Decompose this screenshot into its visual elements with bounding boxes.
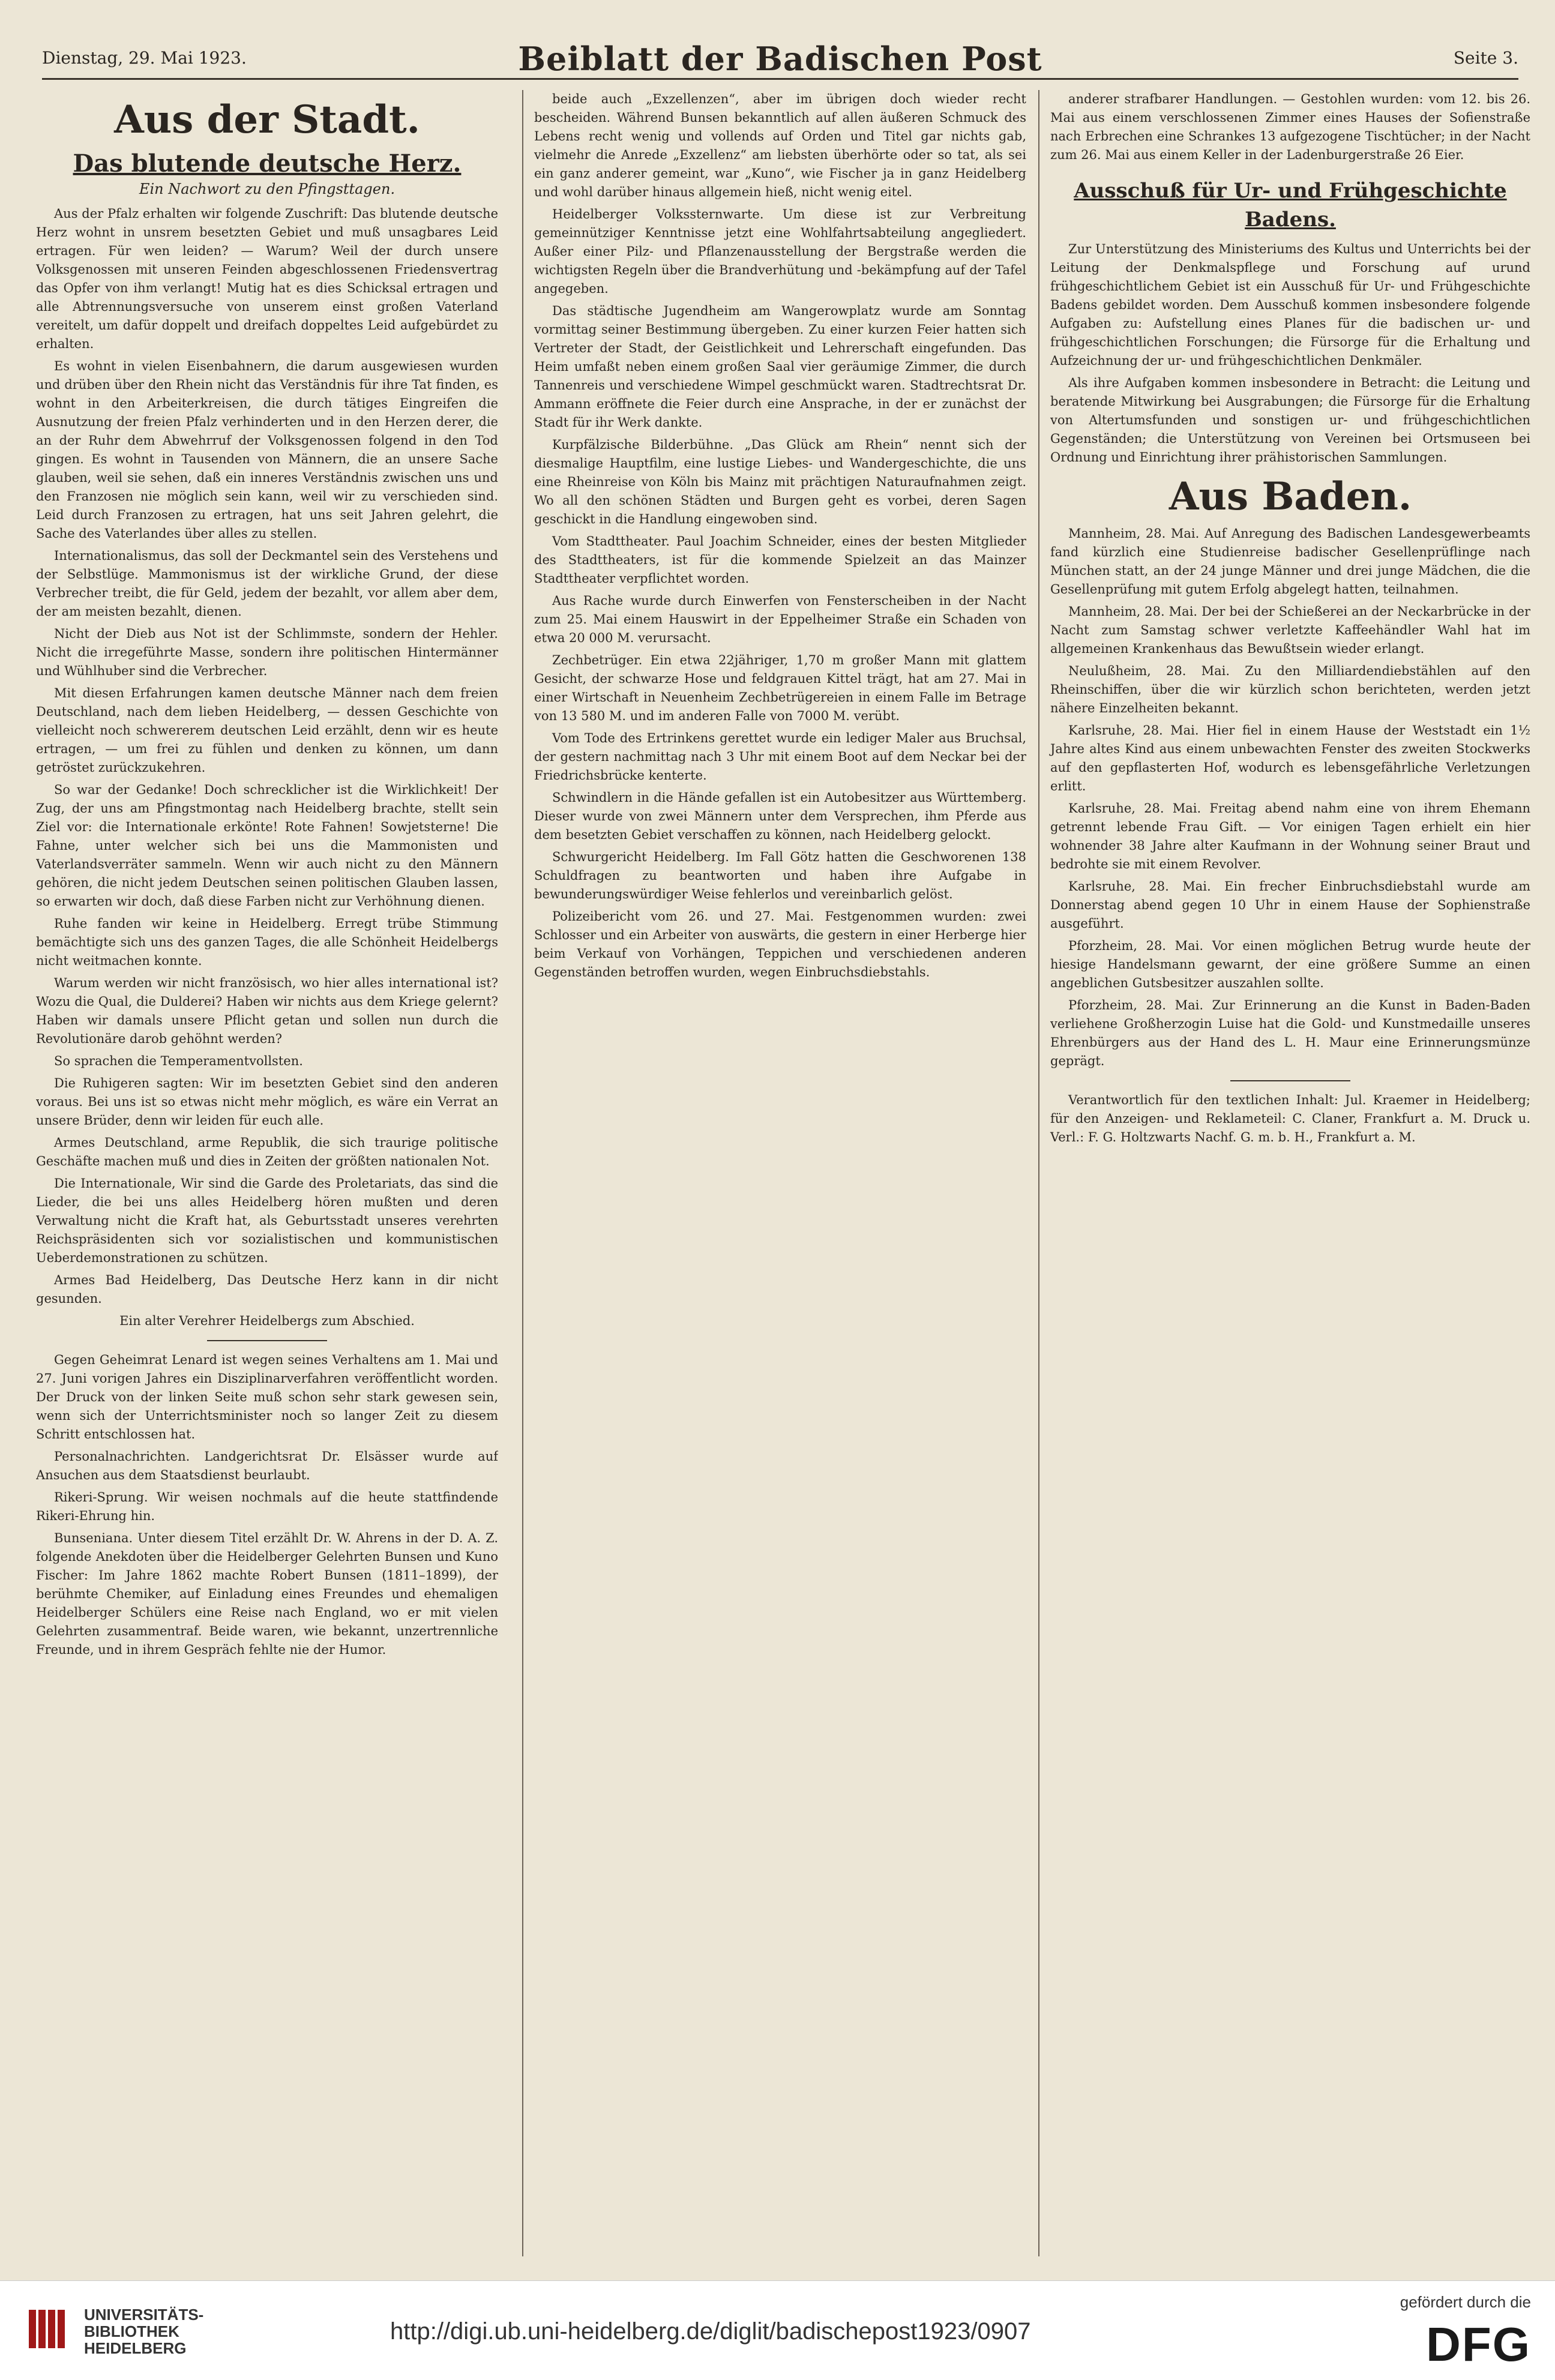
paragraph: Aus Rache wurde durch Einwerfen von Fensterscheiben in der Nacht zum 25. Mai einem Hauswirt in der Eppelheimer Straße ein Schaden von etwa 20 000 M. verursacht. (534, 593, 1026, 645)
paragraph: Als ihre Aufgaben kommen insbesondere in Betracht: die Leitung und beratende Mitwirkung bei Ausgrabungen; die Fürsorge für die Erhaltung von Altertumsfunden und sonstigen ur- und frühgeschichtlichen Gegenständen; die Unterstützung von Vereinen bei Ortsmuseen bei Ordnung und Einrichtung ihrer prähistorischen Sammlungen. (1050, 376, 1530, 464)
library-name (84, 2306, 203, 2357)
paragraph: Karlsruhe, 28. Mai. Ein frecher Einbruchsdiebstahl wurde am Donnerstag abend gegen 10 Uhr in einem Hause der Sophienstraße ausgeführt. (1050, 879, 1530, 931)
paragraph: So sprachen die Temperamentvollsten. (54, 1054, 303, 1068)
paragraph: Kurpfälzische Bilderbühne. „Das Glück am Rhein“ nennt sich der diesmalige Hauptfilm, eine lustige Liebes- und Wandergeschichte, die uns eine Rheinreise von Köln bis Mainz mit prächtigen Naturaufnahmen zeigt. Wo all den schönen Städten und Burgen geht es vorbei, deren Sagen geschickt in die Handlung eingewoben sind. (534, 437, 1026, 526)
funding-note: gefördert durch die (1400, 2293, 1531, 2311)
paragraph: Die Ruhigeren sagten: Wir im besetzten Gebiet sind den anderen voraus. Bei uns ist so etwas nicht mehr möglich, es wäre ein Verrat an unsere Brüder, denn wir leiden für euch alle. (36, 1076, 498, 1128)
article-tagline: Ein Nachwort zu den Pfingsttagen. (139, 181, 396, 197)
paragraph: Die Internationale, Wir sind die Garde des Proletariats, das sind die Lieder, die bei uns alles Heidelberg hören mußten und deren Verwaltung nicht die Kraft hat, als Geburtsstadt unseres verehrten Reichspräsidenten sich vor sozialistischen und kommunistischen Ueberdemonstrationen zu schützen. (36, 1176, 498, 1265)
paragraph: Karlsruhe, 28. Mai. Freitag abend nahm eine von ihrem Ehemann getrennt lebende Frau Gift. — Vor einigen Tagen erhielt ein hier wohnender 38 Jahre alter Kaufmann in der Wohnung seiner Braut und bedrohte sie mit einem Revolver. (1050, 801, 1530, 871)
paragraph: Schwindlern in die Hände gefallen ist ein Autobesitzer aus Württemberg. Dieser wurde von zwei Männern unter dem Versprechen, ihm Pferde aus dem besetzten Gebiet verschaffen zu können, nach Heidelberg gelockt. (534, 790, 1026, 842)
paragraph: Zechbetrüger. Ein etwa 22jähriger, 1,70 m großer Mann mit glattem Gesicht, der schwarze Hose und feldgrauen Kittel trägt, hat am 27. Mai in einer Wirtschaft in Neuenheim Zechbetrügereien in einem Falle im Betrage von 13 580 M. und im anderen Falle von 7000 M. verübt. (534, 653, 1026, 723)
paragraph: beide auch „Exzellenzen“, aber im übrigen doch wieder recht bescheiden. Während Bunsen bekanntlich auf allen äußeren Schmuck des Lebens recht wenig und vollends auf Orden und Titel gar nichts gab, vielmehr die Anrede „Exzellenz“ am liebsten überhörte oder so tat, als sei ein ganz anderer gemeint, war „Kuno“, wie Fischer ja in ganz Heidelberg und wohl darüber hinaus allgemein hieß, nicht wenig eitel. (534, 92, 1026, 199)
library-name-line: UNIVERSITÄTS- (84, 2306, 204, 2324)
column-3 (1038, 90, 1530, 2256)
column-1 (36, 90, 498, 2256)
paragraph: Rikeri-Sprung. Wir weisen nochmals auf die heute stattfindende Rikeri-Ehrung hin. (36, 1490, 498, 1523)
article-signature: Ein alter Verehrer Heidelbergs zum Abschied. (119, 1314, 415, 1328)
paragraph: Ruhe fanden wir keine in Heidelberg. Erregt trübe Stimmung bemächtigte sich uns des ganzen Tages, die alle Schönheit Heidelbergs nicht weitmachen konnte. (36, 916, 498, 968)
paragraph: Zur Unterstützung des Ministeriums des Kultus und Unterrichts bei der Leitung der Denkmalspflege und Forschung auf urund frühgeschichtlichem Gebiet ist ein Ausschuß für Ur- und Frühgeschichte Badens gebildet worden. Dem Ausschuß kommen insbesondere folgende Aufgaben zu: Aufstellung eines Planes für die badischen ur- und frühgeschichtlichen Forschungen; die Fürsorge für die Erhaltung und Aufzeichnung der ur- und frühgeschichtlichen Denkmäler. (1050, 242, 1530, 368)
paragraph: Warum werden wir nicht französisch, wo hier alles international ist? Wozu die Qual, die Dulderei? Haben wir nichts aus dem Kriege gelernt? Haben wir damals unsere Pflicht getan und sollen nun durch die Revolutionäre darob gehöhnt werden? (36, 976, 498, 1046)
divider (207, 1340, 327, 1341)
paragraph: Das städtische Jugendheim am Wangerowplatz wurde am Sonntag vormittag seiner Bestimmung übergeben. Zu einer kurzen Feier hatten sich Vertreter der Stadt, der Geistlichkeit und Lehrerschaft eingefunden. Das Heim umfaßt neben einem großen Saal vier geräumige Zimmer, die durch Tannenreis und verschiedene Wimpel geschmückt waren. Stadtrechtsrat Dr. Ammann eröffnete die Feier durch eine Ansprache, in der er zunächst der Stadt für ihr Werk dankte. (534, 304, 1026, 430)
page-header (42, 36, 1518, 80)
page-number: Seite 3. (1453, 48, 1518, 68)
paragraph: Internationalismus, das soll der Deckmantel sein des Verstehens und der Selbstlüge. Mammonismus ist der wirkliche Grund, der diese Verbrecher treibt, die für Geld, jedem der bezahlt, vor allem aber dem, der am meisten bezahlt, dienen. (36, 548, 498, 619)
permalink-url[interactable]: http://digi.ub.uni-heidelberg.de/diglit/badischepost1923/0907 (390, 2318, 1031, 2345)
paragraph: Es wohnt in vielen Eisenbahnern, die darum ausgewiesen wurden und drüben über den Rhein nicht das Verständnis für ihre Tat finden, es wohnt in den Arbeiterkreisen, die durch tätiges Eingreifen die Ausnutzung der freien Pfalz verhinderten und in den Herzen derer, die an der Ruhr dem Abwehrruf der Volksgenossen folgend in den Tod gingen. Es wohnt in Tausenden von Männern, die an unsere Sache glauben, weil sie sehen, daß ein inneres Verständnis zwischen uns und den Franzosen nie möglich sein kann, weil wir zu verschieden sind. Leid durch Franzosen zu ertragen, hat uns seit Jahren gelehrt, die Sache des Vaterlandes über alles zu stellen. (36, 359, 498, 541)
paragraph: Neulußheim, 28. Mai. Zu den Milliardendiebstählen auf den Rheinschiffen, über die wir kürzlich schon berichteten, werden jetzt nähere Einzelheiten bekannt. (1050, 664, 1530, 715)
paragraph: Mit diesen Erfahrungen kamen deutsche Männer nach dem freien Deutschland, nach dem lieben Heidelberg, — dessen Geschichte von vielleicht noch schwererem deutschen Leid erzählt, denn wir es heute ertragen, — um frei zu fühlen und denken zu können, um dann getröstet zurückzukehren. (36, 686, 498, 775)
section-heading-baden: Aus Baden. (1169, 474, 1412, 519)
divider (1230, 1080, 1350, 1081)
paragraph: Armes Deutschland, arme Republik, die sich traurige politische Geschäfte machen muß und dies in Zeiten der größten nationalen Not. (36, 1135, 498, 1168)
paragraph: Pforzheim, 28. Mai. Vor einen möglichen Betrug wurde heute der hiesige Handelsmann gewarnt, der eine größere Summe an einen angeblichen Gutsbesitzer auszahlen sollte. (1050, 939, 1530, 990)
university-library-logo-icon (24, 2305, 72, 2353)
paragraph: Vom Stadttheater. Paul Joachim Schneider, eines der besten Mitglieder des Stadttheaters, ist für die kommende Spielzeit an das Mainzer Stadttheater verpflichtet worden. (534, 534, 1026, 586)
paragraph: Personalnachrichten. Landgerichtsrat Dr. Elsässer wurde auf Ansuchen aus dem Staatsdienst beurlaubt. (36, 1449, 498, 1482)
article-title: Das blutende deutsche Herz. (73, 149, 462, 178)
imprint: Verantwortlich für den textlichen Inhalt: Jul. Kraemer in Heidelberg; für den Anzeigen- und Reklameteil: C. Claner, Frankfurt a. M. Druck u. Verl.: F. G. Holtzwarts Nachf. G. m. b. H., Frankfurt a. M. (1050, 1093, 1530, 1144)
library-name-line: BIBLIOTHEK (84, 2322, 179, 2340)
dfg-logo: DFG (1426, 2318, 1531, 2371)
paragraph: anderer strafbarer Handlungen. — Gestohlen wurden: vom 12. bis 26. Mai aus einem verschlossenen Zimmer eines Hauses der Sofienstraße nach Erbrechen eine Schrankes 13 aufgezogene Tischtücher; in der Nacht zum 26. Mai aus einem Keller in der Ladenburgerstraße 26 Eier. (1050, 92, 1530, 162)
paragraph: Pforzheim, 28. Mai. Zur Erinnerung an die Kunst in Baden-Baden verliehene Großherzogin Luise hat die Gold- und Kunstmedaille unseres Ehrenbürgers aus der Hand des L. H. Maur eine Erinnerungsmünze geprägt. (1050, 998, 1530, 1068)
paragraph: Mannheim, 28. Mai. Auf Anregung des Badischen Landesgewerbeamts fand kürzlich eine Studienreise badischer Gesellenprüflinge nach München statt, an der 24 junge Männer und drei junge Mädchen, die die Gesellenprüfung mit gutem Erfolg abgelegt hatten, teilnahmen. (1050, 526, 1530, 597)
library-name-line: HEIDELBERG (84, 2339, 187, 2357)
paragraph: Mannheim, 28. Mai. Der bei der Schießerei an der Neckarbrücke in der Nacht zum Samstag schwer verletzte Kaffeehändler Wahl hat im allgemeinen Krankenhaus das Bewußtsein wieder erlangt. (1050, 604, 1530, 656)
paragraph: Polizeibericht vom 26. und 27. Mai. Festgenommen wurden: zwei Schlosser und ein Arbeiter von auswärts, die gestern in einer Herberge hier beim Verkauf von Vorhängen, Teppichen und verschiedenen anderen Gegenständen betroffen wurden, wegen Einbruchsdiebstahls. (534, 909, 1026, 979)
paragraph: Schwurgericht Heidelberg. Im Fall Götz hatten die Geschworenen 138 Schuldfragen zu beantworten und haben ihre Aufgabe in bewunderungswürdiger Weise fehlerlos und vereinbarlich gelöst. (534, 850, 1026, 901)
newspaper-title: Beiblatt der Badischen Post (518, 40, 1042, 78)
paragraph: Vom Tode des Ertrinkens gerettet wurde ein lediger Maler aus Bruchsal, der gestern nachmittag nach 3 Uhr mit einem Boot auf dem Neckar bei der Friedrichsbrücke kenterte. (534, 731, 1026, 783)
paragraph: Gegen Geheimrat Lenard ist wegen seines Verhaltens am 1. Mai und 27. Juni vorigen Jahres ein Disziplinarverfahren veröffentlicht worden. Der Druck von der linken Seite muß schon sehr stark gewesen sein, wenn sich der Unterrichtsminister noch so langer Zeit zu diesem Schritt entschlossen hat. (36, 1353, 498, 1441)
paragraph: Heidelberger Volkssternwarte. Um diese ist zur Verbreitung gemeinnütziger Kenntnisse jetzt eine Wohlfahrtsabteilung angegliedert. Außer einer Pilz- und Pflanzenausstellung der Bergstraße werden die wichtigsten Regeln über die Brandverhütung und -bekämpfung auf der Tafel angegeben. (534, 207, 1026, 296)
paragraph: Bunseniana. Unter diesem Titel erzählt Dr. W. Ahrens in der D. A. Z. folgende Anekdoten über die Heidelberger Gelehrten Bunsen und Kuno Fischer: Im Jahre 1862 machte Robert Bunsen (1811–1899), der berühmte Chemiker, auf Einladung eines Freundes und ehemaligen Heidelberger Schülers eine Reise nach England, wo er mit vielen Gelehrten zusammentraf. Beide waren, wie bekannt, unzertrennliche Freunde, und in ihrem Gespräch fehlte nie der Humor. (36, 1531, 498, 1657)
issue-date: Dienstag, 29. Mai 1923. (42, 48, 247, 68)
paragraph: Karlsruhe, 28. Mai. Hier fiel in einem Hause der Weststadt ein 1½ Jahre altes Kind aus einem unbewachten Fenster des zweiten Stockwerks auf den gepflasterten Hof, wodurch es lebensgefährliche Verletzungen erlitt. (1050, 723, 1530, 793)
paragraph: Armes Bad Heidelberg, Das Deutsche Herz kann in dir nicht gesunden. (36, 1273, 498, 1306)
digitization-footer (0, 2280, 1555, 2380)
section-heading-stadt: Aus der Stadt. (114, 97, 420, 142)
column-2 (522, 90, 1026, 2256)
paragraph: Aus der Pfalz erhalten wir folgende Zuschrift: Das blutende deutsche Herz wohnt in unsrem besetzten Gebiet und muß unsagbares Leid ertragen. Für wen leiden? — Warum? Weil der durch unsere Volksgenossen mit unseren Feinden abgeschlossenen Friedensvertrag das Opfer von ihm verlangt! Mutig hat es dies Schicksal ertragen und alle Abtrennungsversuche von unserem einst großen Vaterland vereitelt, um dafür doppelt und dreifach doppeltes Leid aufgebürdet zu erhalten. (36, 206, 498, 351)
paragraph: Nicht der Dieb aus Not ist der Schlimmste, sondern der Hehler. Nicht die irregeführte Masse, sondern ihre politischen Hintermänner und Wühlhuber sind die Verbrecher. (36, 627, 498, 678)
paragraph: So war der Gedanke! Doch schrecklicher ist die Wirklichkeit! Der Zug, der uns am Pfingstmontag nach Heidelberg brachte, stellt sein Ziel vor: die Internationale erkönte! Rote Fahnen! Sowjetsterne! Die Fahne, unter welcher sich bei uns die Mammonisten und Vaterlandsverräter sammeln. Wenn wir auch nicht zu den Männern gehören, die nicht jedem Deutschen seinen politischen Glauben lassen, so erwarten wir doch, daß diese Farben nicht zur Verhöhnung dienen. (36, 783, 498, 909)
section-heading-ausschuss: Ausschuß für Ur- und Frühgeschichte Badens. (1074, 179, 1507, 232)
